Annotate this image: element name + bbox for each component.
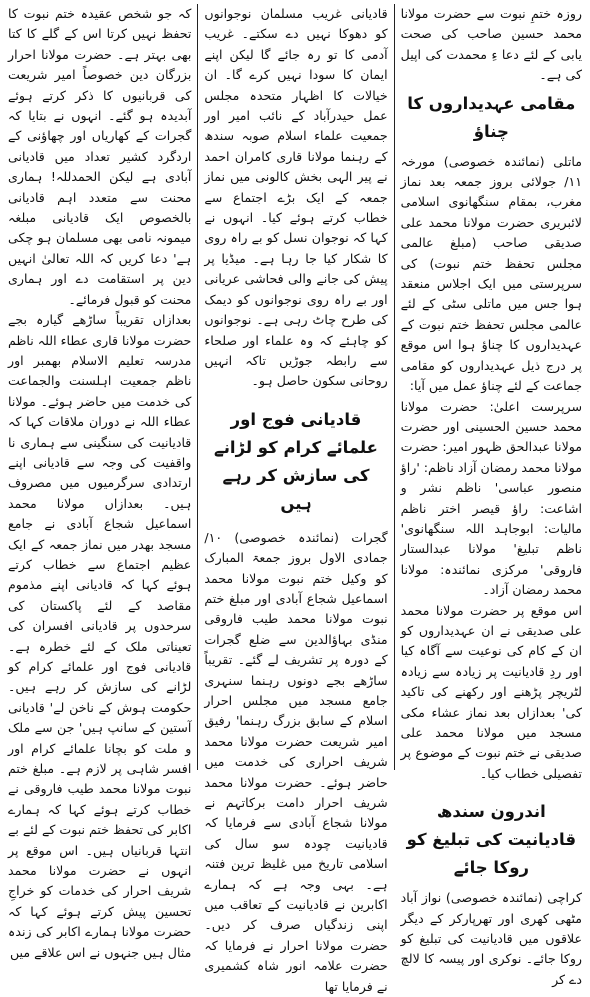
article-headline: قادیانی فوج اور علمائے کرام کو لڑانے کی سازش کر رہے ہیں [214, 409, 378, 513]
article-headline: اندرون سندھ قادیانیت کی تبلیغ کو روکا جائے [406, 802, 577, 878]
article-paragraph: کہ جو شخص عقیدہ ختم نبوت کا تحفظ نہیں کرتا اس کے گلے کا کتا بھی بہتر ہے۔ حضرت مولانا احرار بزرگان دین خصوصاً امیر شریعت کی قربانیوں کا ذکر کرتے ہوئے آبدیدہ ہو گئے۔ انہوں نے بتایا کہ گجرات کے کھاریاں اور چھاؤنی کے اردگرد کشیر تعداد میں قادیانی آبادی ہے لیکن الحمدللہ! ہماری محنت سے متعدد اہم قادیانی بالخصوص ایک قادیانی مبلغہ میمونہ نامی بھی مسلمان ہو چکی ہے' دعا کریں کہ اللہ تعالیٰ انہیں دین پر استقامت دے اور ہماری محنت کو قبول فرمائے۔ [8, 6, 192, 307]
article-paragraph: کراچی (نمائندہ خصوصی) نواز آباد مٹھی کھری اور تھرپارکر کے دیگر علاقوں میں قادیانیت کی تبلیغ کو روکا جائے۔ نوکری اور پیسہ کا لالچ دے کر [400, 890, 582, 987]
article-paragraph: قادیانی غریب مسلمان نوجوانوں کو دھوکا نہیں دے سکتے۔ غریب آدمی کا تو رہ جائے گا لیکن اپنے ایمان کا سودا نہیں کرے گا۔ ان خیالات کا اظہار متحدہ مجلس عمل حیدرآباد کے نائب امیر اور جمعیت علماء اسلام صوبہ سندھ کے رہنما مولانا قاری کامران احمد نے پیر الہی بخش کالونی میں نماز جمعہ کے ایک بڑے اجتماع سے خطاب کرتے ہوئے کیا۔ انہوں نے کہا کہ نوجوان نسل کو بے راہ روی کا شکار کیا جا رہا ہے۔ میڈیا پر پیش کی جانے والی فحاشی عریانی اور بے راہ روی نوجوانوں کو دیمک کی طرح چاٹ رہی ہے۔ نوجوانوں کو چاہئے کہ وہ علماء اور صلحاء سے رابطہ جوڑیں تاکہ انہیں روحانی سکون حاصل ہو۔ [204, 6, 388, 389]
article-paragraph: گجرات (نمائندہ خصوصی) ۱۰/ جمادی الاول بروز جمعۃ المبارک کو وکیل ختم نبوت مولانا محمد اسماعیل شجاع آبادی اور مبلغ ختم نبوت مولانا محمد طیب فاروقی منڈی بہاؤالدین سے ضلع گجرات کے دورہ پر تشریف لے گئے۔ تقریباً ساڑھے بجے دونوں رہنما سنہری جامع مسجد میں مجلس احرار اسلام کے سابق بزرگ رہنما' رفیق امیر شریعت حضرت مولانا محمد شریف احراری کی خدمت میں حاضر ہوئے۔ حضرت مولانا محمد شریف احرار دامت برکاتہم نے مولانا شجاع آبادی سے فرمایا کہ قادیانیت چودہ سو سال کی اسلامی تاریخ میں غلیظ ترین فتنہ ہے۔ بہی وجہ ہے کہ ہمارے اکابرین نے قادیانیت کے تعاقب میں اپنی زندگیاں صرف کر دیں۔ حضرت مولانا احرار نے فرمایا کہ حضرت علامہ انور شاہ کشمیری نے فرمایا تھا [204, 529, 388, 994]
column-middle [198, 4, 393, 994]
column-right [395, 4, 586, 987]
article-paragraph: روزہ ختمِ نبوت سے حضرت مولانا محمد حسین صاحب کی صحت یابی کے لئے دعا ءِ محمدت کی اپیل کی ہے۔ [400, 6, 582, 83]
column-left [4, 4, 197, 960]
article-paragraph: بعدازاں تقریباً ساڑھے گیارہ بجے حضرت مولانا قاری عطاء اللہ ناظم مدرسہ تعلیم الاسلام بھمبر اور ناظم جمعیت اہلسنت والجماعت کی خدمت میں حاضر ہوئے۔ مولانا عطاء اللہ نے دوران ملاقات کہا کہ قادیانیت کی سنگینی سے ہماری نا واقفیت کی وجہ سے قادیانی اپنے ارتدادی سرگرمیوں میں مصروف ہیں۔ بعدازاں مولانا محمد اسماعیل شجاع آبادی نے جامع مسجد بھدر میں نماز جمعہ کے ایک عظیم اجتماع سے خطاب کرتے ہوئے کہا کہ قادیانی اپنے مذموم مقاصد کے لئے پاکستان کی سرحدوں پر قادیانی افسران کی تعیناتی ملک کے لئے خطرہ ہے۔ قادیانی فوج اور علمائے کرام کو لڑانے کی سازش کر رہے ہیں۔ حکومت ہوش کے ناخن لے' قادیانی آستین کے سانپ ہیں' جن سے ملک و ملت کو بچانا علمائے کرام اور افسر شاہی پر لازم ہے۔ مبلغ ختم نبوت مولانا محمد طیب فاروقی نے خطاب کرتے ہوئے کہا کہ ہمارے اکابر کی تحفظ ختم نبوت کے لئے بے انتہا قربانیاں ہیں۔ اس موقع پر انہوں نے حضرت مولانا محمد شریف احرار کی خدمات کو خراجِ تحسین پیش کرتے ہوئے کہا کہ حضرت مولانا ہمارے اکابر کی زندہ مثال ہیں جنہوں نے اس علاقے میں [7, 312, 192, 960]
article-paragraph: سرپرست اعلیٰ: حضرت مولانا محمد حسین الحسینی اور حضرت مولانا عبدالحق ظہور امیر: حضرت مولانا محمد رمضان آزاد ناظم: 'راؤ منصور عباسی' ناظم نشر و اشاعت: راؤ قیصر اختر ناظم مالیات: ابوجاہد اللہ سنگھانوی' ناظم تبلیغ' مولانا عبدالستار فاروقی' مرکزی نمائندہ: مولانا محمد رمضان آزاد۔ [400, 398, 582, 598]
article-paragraph: اس موقع پر حضرت مولانا محمد علی صدیقی نے ان عہدیداروں کو ان کے کام کی نوعیت سے آگاہ کیا اور ردِ قادیانیت پر زیادہ سے زیادہ لٹریچر پڑھنے اور رکھنے کی تاکید کی' بعدازاں بعد نماز عشاء مکی مسجد میں مولانا محمد علی صدیقی نے ختم نبوت کے موضوع پر تفصیلی خطاب کیا۔ [400, 602, 582, 781]
article-paragraph: ماتلی (نمائندہ خصوصی) مورخہ ۱۱/ جولائی بروز جمعہ بعد نماز مغرب، بمقام سنگھانوی اسلامی لائبریری حضرت مولانا محمد علی صدیقی صاحب (مبلغ عالمی مجلس تحفظ ختم نبوت) کی سرپرستی میں ایک اجلاس منعقد ہوا جس میں ماتلی سٹی کے لئے عالمی مجلس تحفظ ختم نبوت کے عہدیداروں کا چناؤ ہوا اس موقع پر درج ذیل عہدیداروں کو مقامی جماعت کے لئے چناؤ عمل میں آیا: [400, 153, 582, 394]
article-headline: مقامی عہدیداروں کا چناؤ [407, 93, 576, 141]
